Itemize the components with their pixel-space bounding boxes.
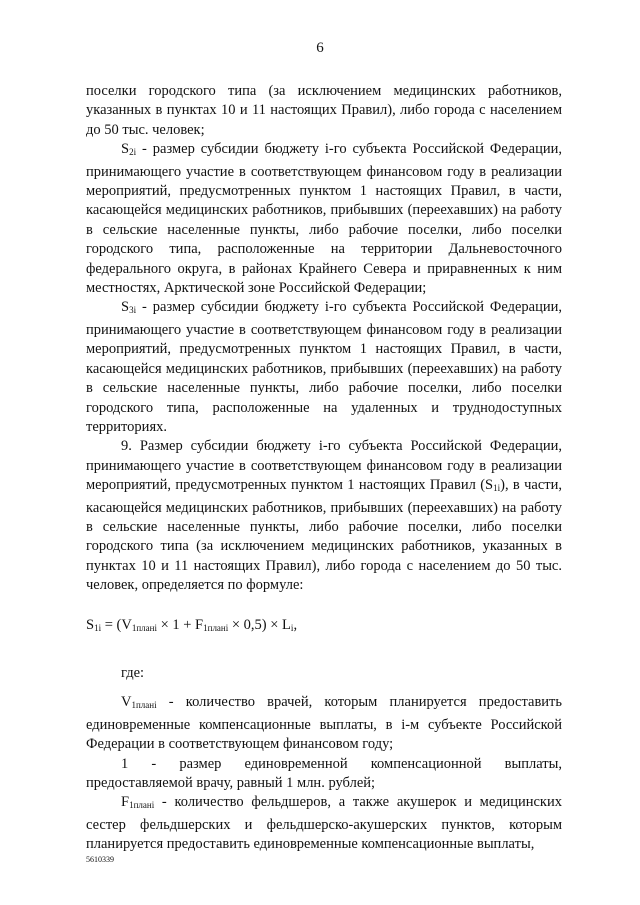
- paragraph-continuation: поселки городского типа (за исключением медицинских работников, указанных в пунктах 10 и 11 настоящих Правил), либо города с населением до 50 тыс. человек;: [86, 83, 562, 138]
- symbol-subscript: 1i: [493, 483, 501, 494]
- symbol-subscript: 1планi: [131, 700, 157, 711]
- formula-part: ,: [293, 616, 298, 633]
- formula-part: = (V: [101, 616, 132, 633]
- formula-subscript: 1i: [94, 622, 102, 633]
- paragraph-f1plan: [86, 793, 562, 854]
- formula-part: × 1 + F: [156, 616, 204, 633]
- paragraph-one-million: 1 - размер единовременной компенсационной выплаты, предоставляемой врачу, равный 1 млн. рублей;: [86, 755, 562, 791]
- formula: [86, 616, 562, 638]
- paragraph-item-9: [86, 437, 562, 595]
- paragraph-s2i: [86, 140, 562, 298]
- paragraph-text: ), в части, касающейся медицинских работников, прибывших (переехавших) на работу в сельские населенные пункты, либо рабочие поселки, либо поселки городского типа (за исключением медицинских работников, указанных в пунктах 10 и 11 настоящих Правил), либо города с населением до 50 тыс. человек, определяется по формуле:: [86, 477, 563, 594]
- paragraph-text: 9. Размер субсидии бюджету i-го субъекта Российской Федерации, принимающего участие в соответствующем финансовом году в реализации мероприятий, предусмотренных пунктом 1 настоящих Правил (S: [86, 438, 562, 494]
- symbol-s: S: [121, 299, 130, 316]
- paragraph-text: - размер субсидии бюджету i-го субъекта Российской Федерации, принимающего участие в соответствующем финансовом году в реализации мероприятий, предусмотренных пунктом 1 настоящих Правил, в части, касающейся медицинских работников, прибывших (переехавших) на работу в сельские населенные пункты, либо рабочие поселки, либо поселки городского типа, расположенные на удаленных и труднодоступных территориях.: [86, 299, 562, 435]
- document-body: [86, 82, 562, 855]
- page-number: 6: [316, 40, 324, 56]
- symbol-subscript: 1планi: [129, 800, 155, 811]
- paragraph-v1plan: [86, 693, 562, 754]
- formula-subscript: 1планi: [203, 622, 229, 633]
- symbol-f: F: [121, 794, 130, 811]
- formula-subscript: i: [290, 622, 294, 633]
- footer-code: 5610339: [86, 855, 114, 864]
- symbol-subscript: 3i: [129, 305, 137, 316]
- paragraph-text: - размер субсидии бюджету i-го субъекта Российской Федерации, принимающего участие в соответствующем финансовом году в реализации мероприятий, предусмотренных пунктом 1 настоящих Правил, в части, касающейся медицинских работников, прибывших (переехавших) на работу в сельские населенные пункты, либо рабочие поселки, либо поселки городского типа, расположенные на территории Дальневосточного федерального округа, в районах Крайнего Севера и приравненных к ним местностях, Арктической зоне Российской Федерации;: [86, 141, 562, 297]
- symbol-subscript: 2i: [129, 147, 137, 158]
- paragraph-text: - количество врачей, которым планируется предоставить единовременные компенсационные выплаты, в i-м субъекте Российской Федерации в соответствующем финансовом году;: [86, 694, 562, 753]
- formula-subscript: 1планi: [131, 622, 157, 633]
- symbol-v: V: [121, 694, 132, 711]
- paragraph-s3i: [86, 298, 562, 437]
- formula-part: × 0,5) × L: [228, 616, 291, 633]
- formula-s: S: [86, 616, 95, 633]
- spacer: [86, 683, 562, 693]
- paragraph-text: - количество фельдшеров, а также акушерок и медицинских сестер фельдшерских и фельдшерско-акушерских пунктов, которым планируется предоставить единовременные компенсационные выплаты,: [86, 794, 562, 853]
- where-label: где:: [121, 664, 145, 681]
- symbol-s: S: [121, 141, 130, 158]
